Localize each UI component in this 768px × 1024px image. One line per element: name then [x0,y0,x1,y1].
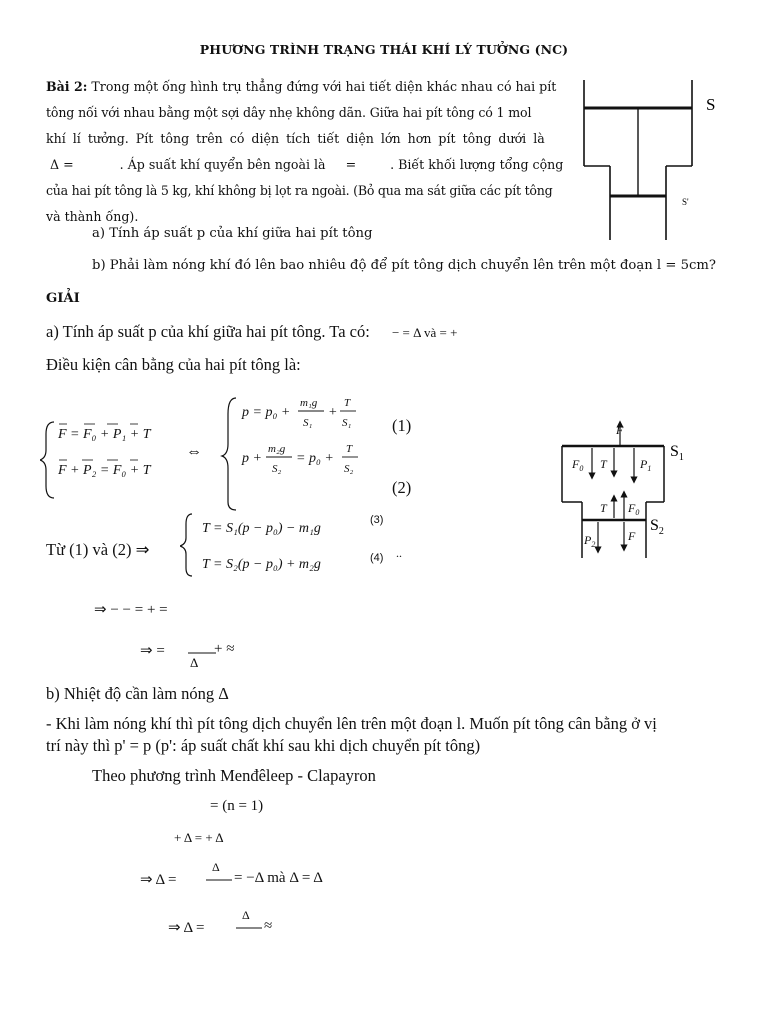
implies-line-2-denominator: Δ [190,655,199,670]
problem-line-1: Trong một ống hình trụ thẳng đứng với hai tiết diện khác nhau có hai pít [87,79,557,94]
problem-statement [46,74,570,230]
svg-text:T = S₂(p − p₀) + m₂g: T = S₂(p − p₀) + m₂g [202,557,321,572]
problem-line-2: tông nối với nhau bằng một sợi dây nhẹ không dãn. Giữa hai pít tông có 1 mol [46,105,532,120]
question-b: b) Phải làm nóng khí đó lên bao nhiêu độ để pít tông dịch chuyển lên trên một đoạn l = 5cm? [92,258,716,273]
implies-line-1: ⇒ − − = + = [94,602,168,618]
svg-text:F0: $F_0$ [628,501,640,517]
force-diagram [558,418,708,560]
svg-text:m₂g: m₂g [268,443,286,455]
svg-text:p = p₀ +: p = p₀ + [242,405,291,420]
result-1-end: = −Δ mà Δ = Δ [234,870,323,886]
from-1-and-2: Từ (1) và (2) ⇒ [46,540,150,559]
svg-text:F: F [628,529,636,543]
svg-text:S₁: S₁ [303,417,313,429]
tension-equations [180,510,380,580]
implies-line-2-end: + ≈ [214,641,235,657]
clapeyron-line: Theo phương trình Menđêleep - Clapayron [92,766,376,785]
result-2-fraction-bar [236,926,266,932]
equation-number-2: (2) [392,478,412,497]
svg-text:= p₀ +: = p₀ + [296,451,334,466]
question-a: a) Tính áp suất p của khí giữa hai pít tông [92,226,373,241]
equation-n: = (n = 1) [210,798,264,814]
label-s: S [706,95,716,114]
svg-text:+: + [328,405,338,420]
label-s1: $S_1$ [670,443,684,463]
equation-number-1: (1) [392,416,412,435]
problem-label: Bài 2: [46,79,88,94]
svg-text:P2: $P_2$ [584,533,596,549]
equation-number-3: (3) [370,514,384,526]
equation-number-4: (4) [370,552,384,564]
result-2-end: ≈ [264,918,273,934]
part-b-text-2: trí này thì p' = p (p': áp suất chất khí sau khi dịch chuyển pít tông) [46,736,481,755]
result-1-start: ⇒ Δ = [140,872,177,888]
page-title: PHƯƠNG TRÌNH TRẠNG THÁI KHÍ LÝ TƯỞNG (NC) [199,42,569,57]
result-2-numerator: Δ [242,908,250,922]
equilibrium-condition: Điều kiện cân bằng của hai pít tông là: [46,355,301,374]
svg-text:S₂: S₂ [272,463,282,475]
result-1-fraction-bar [206,878,236,884]
problem-line-5: của hai pít tông là 5 kg, khí không bị lọt ra ngoài. (Bỏ qua ma sát giữa các pít tông [46,183,553,198]
label-s2: $S_2$ [650,517,664,537]
result-2-start: ⇒ Δ = [168,920,205,936]
part-a-line [46,322,457,342]
svg-text:T: T [600,457,607,471]
svg-text:T = S₁(p − p₀) − m₁g: T = S₁(p − p₀) − m₁g [202,521,321,536]
part-a-relation: − = Δ và = + [391,325,458,340]
problem-line-4c: = [345,157,357,172]
svg-text:p +: p + [242,451,262,466]
svg-text:⇔: ⇔ [186,443,202,460]
svg-text:T: T [344,397,351,409]
part-b-heading: b) Nhiệt độ cần làm nóng Δ [46,684,229,703]
svg-text:T: T [600,501,607,515]
label-s-prime: S' [682,197,689,207]
trailing-dots: .. [396,546,402,560]
solution-heading: GIẢI [46,291,80,306]
cylinder-figure [580,78,730,248]
equation-delta: + Δ = + Δ [174,830,224,845]
part-a-text: a) Tính áp suất p của khí giữa hai pít tông. Ta có: [46,322,370,341]
problem-line-4b: . Áp suất khí quyển bên ngoài là [119,157,326,172]
svg-text:m₁g: m₁g [300,397,318,409]
svg-text:S₂: S₂ [344,463,354,475]
svg-text:F + P₂ = F₀ + T: F + P₂ = F₀ + T [58,463,151,478]
svg-text:T: T [346,443,353,455]
svg-text:F = F₀ + P₁ + T: F = F₀ + P₁ + T [58,427,151,442]
result-1-numerator: Δ [212,860,220,874]
part-b-text-1: - Khi làm nóng khí thì pít tông dịch chuyển lên trên một đoạn l. Muốn pít tông cân bằng ở vị [46,714,657,733]
svg-text:F0: $F_0$ [572,457,584,473]
svg-text:P1: $P_1$ [640,457,652,473]
svg-text:F: F [616,423,624,437]
implies-line-2-start: ⇒ = [140,643,165,659]
problem-line-4d: . Biết khối lượng tổng cộng [390,157,564,172]
problem-line-3: khí lí tưởng. Pít tông trên có diện tích tiết diện lớn hơn pít tông dưới là [46,131,545,146]
problem-line-4a: Δ = [50,157,74,172]
problem-line-6: và thành ống). [46,209,139,224]
svg-text:S₁: S₁ [342,417,352,429]
